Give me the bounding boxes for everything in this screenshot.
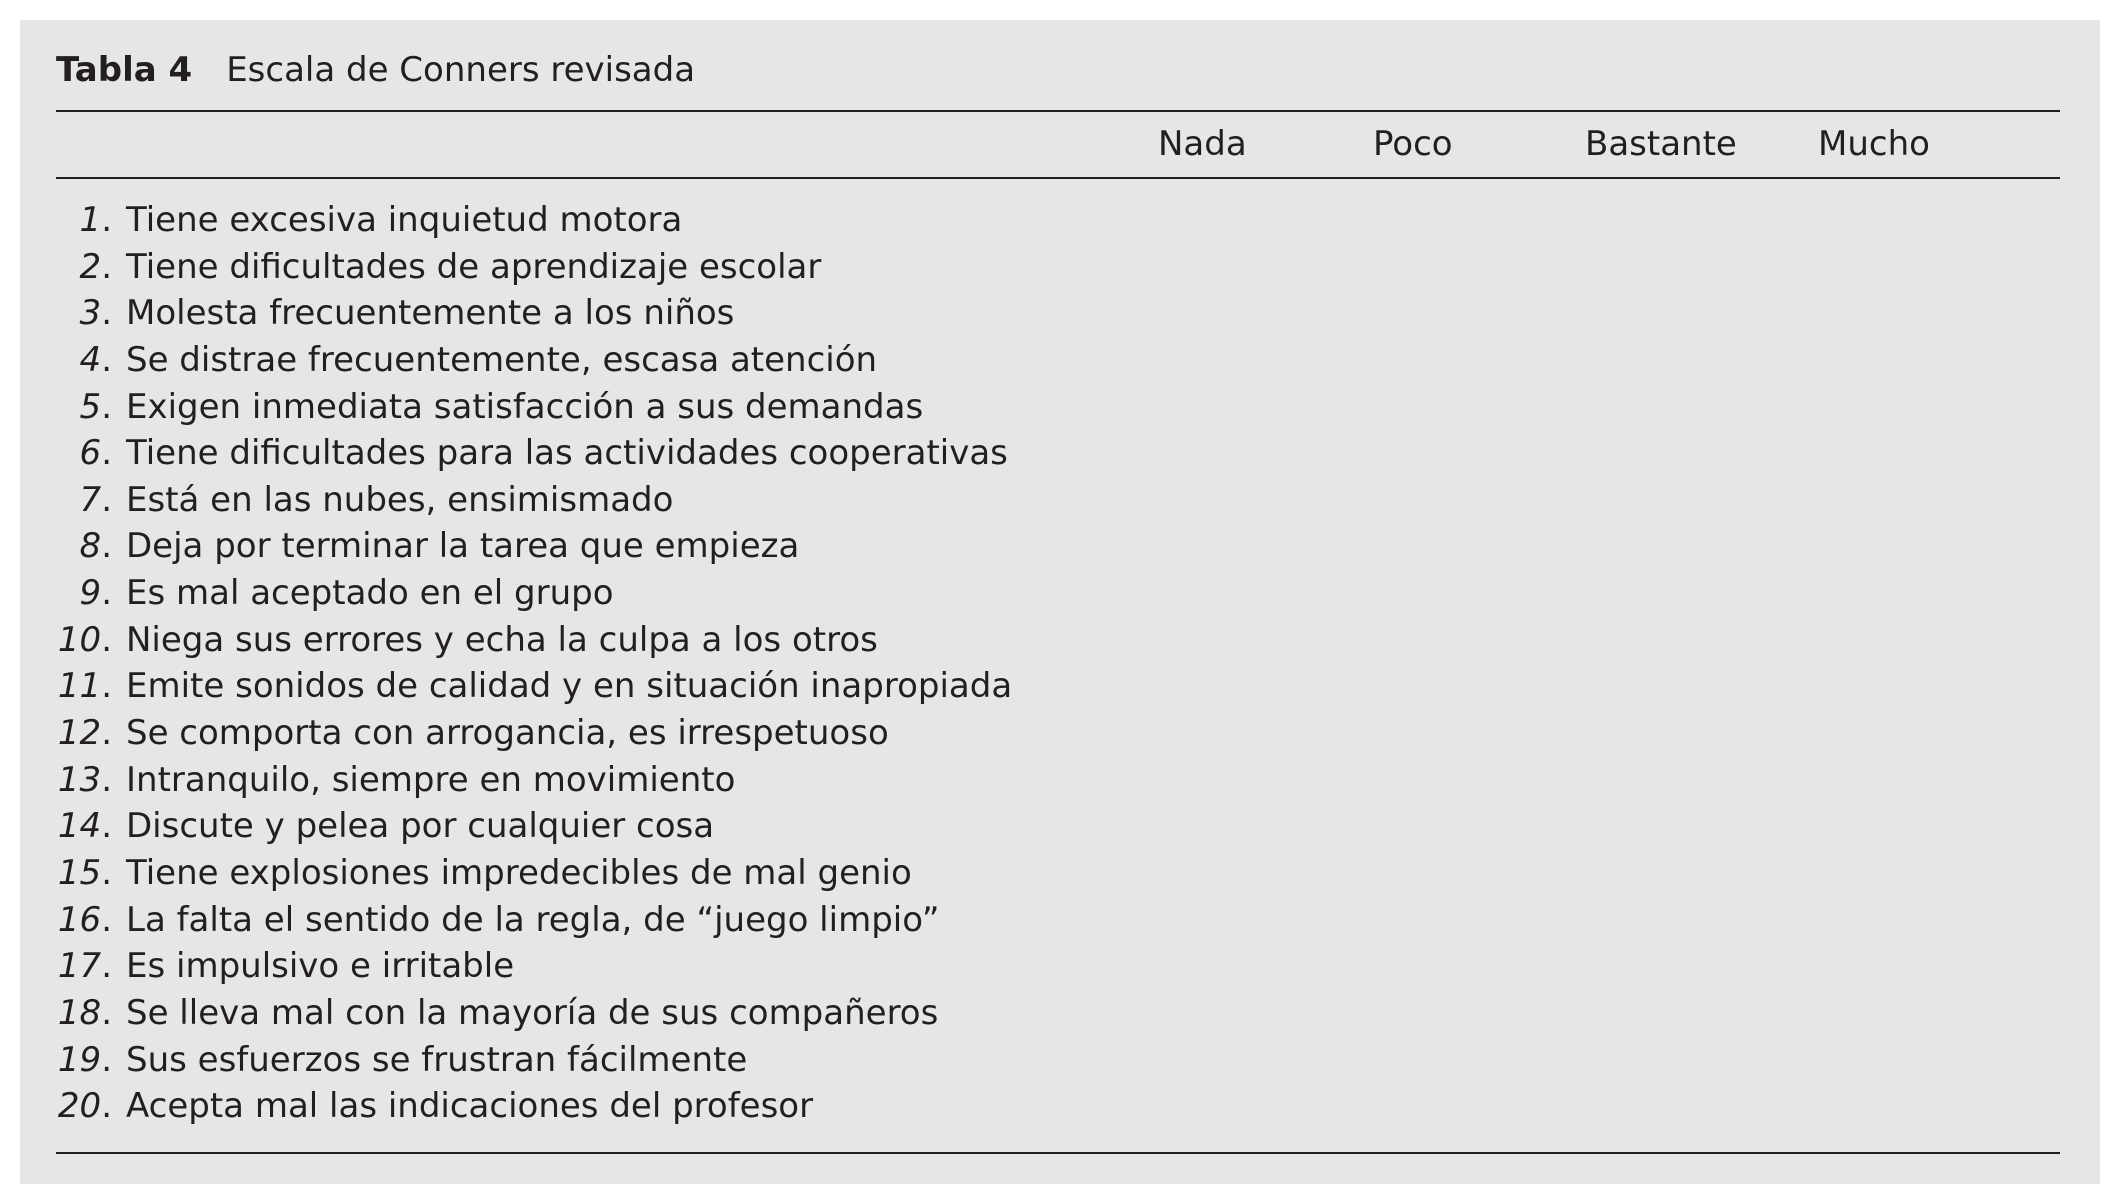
column-header-bastante: Bastante [1585,124,1737,164]
item-number: 2. [79,246,112,287]
item-text: Niega sus errores y echa la culpa a los otros [126,619,878,660]
item-number: 3. [79,293,112,334]
item-text: Tiene dificultades para las actividades cooperativas [126,433,1008,474]
item-text: Sus esfuerzos se frustran fácilmente [126,1039,748,1080]
item-text: Se comporta con arrogancia, es irrespetuoso [126,713,889,754]
list-item [56,757,1012,804]
item-number-value: 16 [57,899,102,940]
item-number-value: 6 [79,433,102,474]
item-number-value: 9 [79,573,102,614]
item-number: 1. [79,200,112,240]
item-number-value: 13 [57,759,102,800]
item-number: 12. [57,713,112,754]
item-number: 16. [57,899,112,940]
table-panel [20,20,2100,1184]
list-item [56,990,1012,1037]
list-item [56,897,1012,944]
item-text: Es mal aceptado en el grupo [126,573,614,614]
item-number: 19. [57,1039,112,1080]
item-text: Se distrae frecuentemente, escasa atención [126,339,878,380]
item-number-value: 5 [79,386,102,427]
item-number-value: 1 [79,200,102,240]
column-header-nada: Nada [1158,124,1247,164]
item-number-value: 19 [57,1039,102,1080]
item-number: 11. [57,666,112,707]
item-text: Está en las nubes, ensimismado [126,479,674,520]
table-caption [56,46,695,94]
list-item [56,197,1012,244]
item-text: Discute y pelea por cualquier cosa [126,806,715,847]
item-text: Tiene explosiones impredecibles de mal genio [126,852,912,893]
item-list [56,197,1012,1130]
list-item [56,337,1012,384]
bottom-rule [56,1152,2060,1154]
item-number-value: 2 [79,246,102,287]
item-number: 14. [57,806,112,847]
item-number-value: 7 [79,479,102,520]
item-text: Es impulsivo e irritable [126,946,515,987]
table-title: Escala de Conners revisada [226,50,696,90]
item-number: 6. [79,433,112,474]
list-item [56,803,1012,850]
item-number: 5. [79,386,112,427]
item-number: 8. [79,526,112,567]
item-number: 4. [79,339,112,380]
item-number-value: 20 [57,1086,102,1127]
item-number-value: 14 [57,806,102,847]
item-number-value: 4 [79,339,102,380]
list-item [56,430,1012,477]
item-text: Acepta mal las indicaciones del profesor [126,1086,814,1127]
list-item [56,663,1012,710]
item-number-value: 11 [57,666,102,707]
table-label: Tabla 4 [56,50,193,90]
item-number-value: 3 [79,293,102,334]
item-text: Exigen inmediata satisfacción a sus demandas [126,386,924,427]
item-text: Intranquilo, siempre en movimiento [126,759,736,800]
item-number-value: 8 [79,526,102,567]
item-text: Molesta frecuentemente a los niños [126,293,735,334]
item-number: 7. [79,479,112,520]
list-item [56,943,1012,990]
list-item [56,617,1012,664]
item-text: La falta el sentido de la regla, de “juego limpio” [126,899,940,940]
item-text: Emite sonidos de calidad y en situación inapropiada [126,666,1013,707]
list-item [56,384,1012,431]
column-header-mucho: Mucho [1818,124,1930,164]
item-number: 10. [57,619,112,660]
item-number: 15. [57,852,112,893]
list-item [56,570,1012,617]
item-number-value: 10 [57,619,102,660]
list-item [56,523,1012,570]
item-text: Deja por terminar la tarea que empieza [126,526,800,567]
list-item [56,477,1012,524]
item-number-value: 12 [57,713,102,754]
item-text: Se lleva mal con la mayoría de sus compañeros [126,992,939,1033]
header-rule [56,177,2060,179]
list-item [56,290,1012,337]
list-item [56,710,1012,757]
top-rule [56,110,2060,112]
item-number: 18. [57,992,112,1033]
item-number: 17. [57,946,112,987]
list-item [56,244,1012,291]
column-header-poco: Poco [1373,124,1453,164]
item-number: 20. [57,1086,112,1127]
item-number-value: 17 [57,946,102,987]
item-text: Tiene dificultades de aprendizaje escolar [126,246,822,287]
item-number-value: 18 [57,992,102,1033]
list-item [56,850,1012,897]
list-item [56,1037,1012,1084]
item-number: 9. [79,573,112,614]
item-number-value: 15 [57,852,102,893]
item-text: Tiene excesiva inquietud motora [126,200,683,240]
item-number: 13. [57,759,112,800]
list-item [56,1083,1012,1130]
